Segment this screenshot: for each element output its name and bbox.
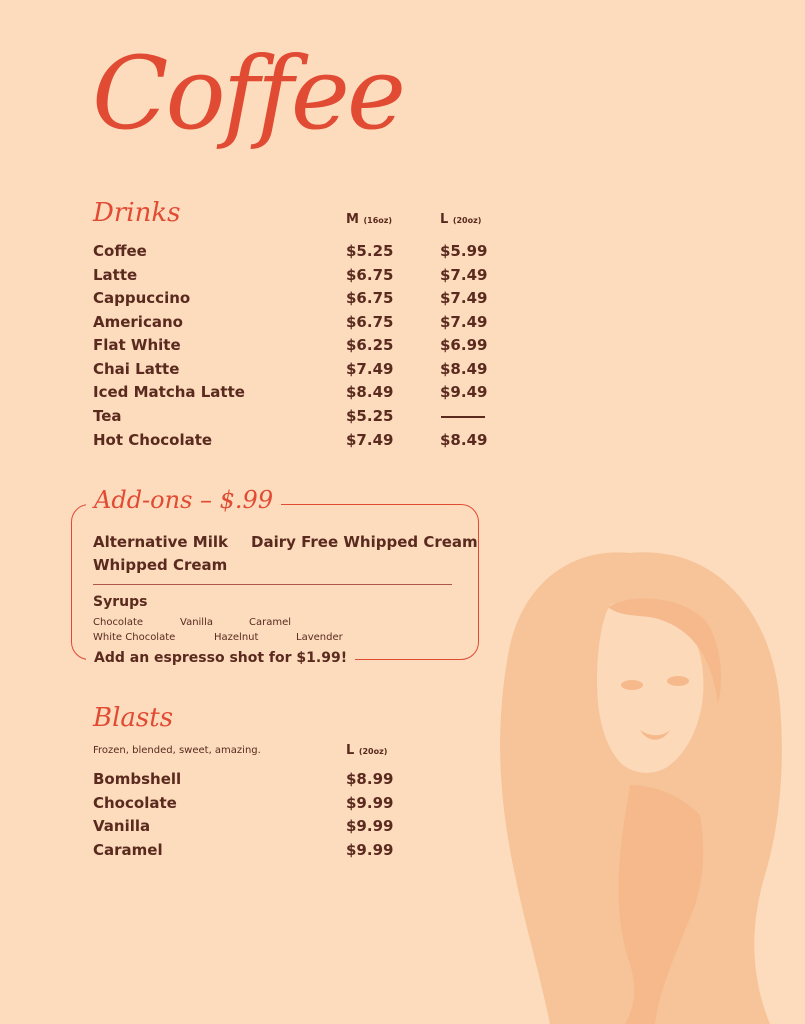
drink-name: Americano — [93, 313, 183, 331]
drink-name: Hot Chocolate — [93, 431, 213, 449]
syrups-title: Syrups — [93, 594, 148, 610]
drink-price-l: $6.99 — [440, 336, 488, 354]
drink-price-m: $5.25 — [346, 407, 394, 425]
espresso-note: Add an espresso shot for $1.99! — [86, 651, 355, 665]
syrup-option: Hazelnut — [214, 632, 259, 643]
drink-name: Iced Matcha Latte — [93, 383, 245, 401]
addon-option: Alternative Milk — [93, 533, 228, 551]
addon-option: Dairy Free Whipped Cream — [251, 533, 478, 551]
blast-price-l: $9.99 — [346, 817, 394, 835]
drinks-size-l-header: L (20oz) — [440, 212, 482, 227]
addons-section-title: Add-ons – $.99 — [86, 488, 281, 512]
blast-price-l: $8.99 — [346, 770, 394, 788]
blasts-size-l-header: L (20oz) — [346, 743, 388, 758]
drink-name: Latte — [93, 266, 138, 284]
syrup-option: Caramel — [249, 617, 292, 628]
drink-price-m: $7.49 — [346, 431, 394, 449]
blast-name: Chocolate — [93, 794, 177, 812]
drink-price-m: $6.75 — [346, 266, 394, 284]
page-title: Coffee — [92, 35, 404, 152]
drink-name: Flat White — [93, 336, 181, 354]
drink-price-l: $5.99 — [440, 242, 488, 260]
addons-divider — [93, 584, 452, 585]
blast-name: Bombshell — [93, 770, 182, 788]
drink-price-m: $7.49 — [346, 360, 394, 378]
drink-price-m: $5.25 — [346, 242, 394, 260]
drinks-size-m-header: M (16oz) — [346, 212, 393, 227]
drinks-section-title: Drinks — [93, 198, 181, 228]
drink-price-m: $6.25 — [346, 336, 394, 354]
drink-price-l: $7.49 — [440, 289, 488, 307]
blast-price-l: $9.99 — [346, 794, 394, 812]
drink-price-l: $8.49 — [440, 360, 488, 378]
drink-price-m: $6.75 — [346, 313, 394, 331]
drink-name: Cappuccino — [93, 289, 191, 307]
syrup-option: White Chocolate — [93, 632, 176, 643]
drink-price-l: $7.49 — [440, 266, 488, 284]
woman-illustration — [480, 545, 790, 1024]
drink-price-l: $7.49 — [440, 313, 488, 331]
drink-price-m: $6.75 — [346, 289, 394, 307]
drink-name: Coffee — [93, 242, 147, 260]
drink-price-l: $9.49 — [440, 383, 488, 401]
drink-price-m: $8.49 — [346, 383, 394, 401]
blasts-subtitle: Frozen, blended, sweet, amazing. — [93, 745, 261, 756]
addon-option: Whipped Cream — [93, 556, 228, 574]
drink-name: Tea — [93, 407, 122, 425]
syrup-option: Chocolate — [93, 617, 144, 628]
syrup-option: Lavender — [296, 632, 343, 643]
blast-price-l: $9.99 — [346, 841, 394, 859]
blast-name: Caramel — [93, 841, 163, 859]
drink-price-l: $8.49 — [440, 431, 488, 449]
drink-name: Chai Latte — [93, 360, 180, 378]
not-available-dash — [441, 416, 485, 418]
blast-name: Vanilla — [93, 817, 151, 835]
blasts-section-title: Blasts — [93, 703, 174, 733]
syrup-option: Vanilla — [180, 617, 213, 628]
